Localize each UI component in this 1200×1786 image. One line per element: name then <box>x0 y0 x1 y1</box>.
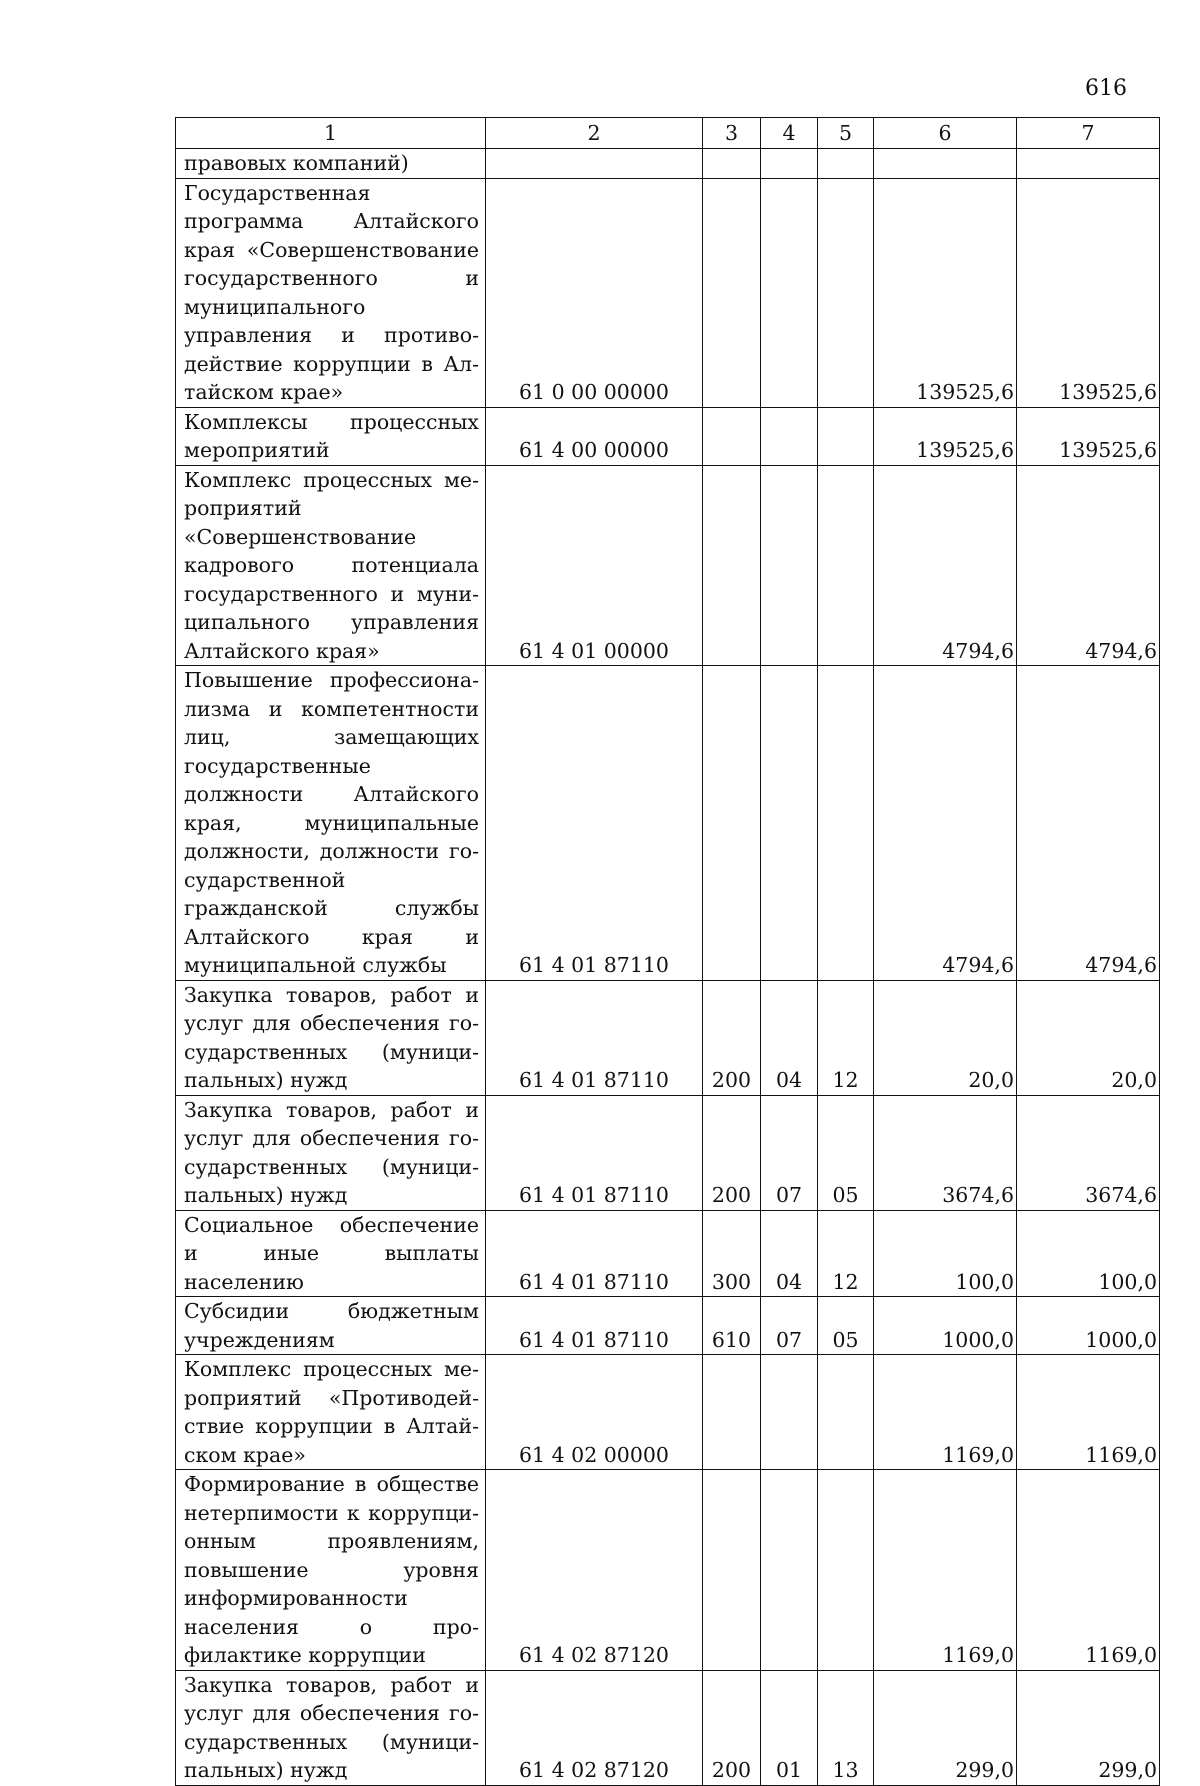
row-col4-cell: 04 <box>761 980 818 1095</box>
row-name-cell: Государственная программа Алтайского края «Совершенствование государственного и муниципального управления и противодействие коррупции в Алтайском крае» <box>176 178 486 407</box>
row-col4-cell: 07 <box>761 1297 818 1355</box>
row-name-cell: Субсидии бюджетным учреждениям <box>176 1297 486 1355</box>
row-col5-cell: 12 <box>818 980 874 1095</box>
header-cell: 1 <box>176 118 486 149</box>
row-name-cell: Повышение профессионализма и компетентности лиц, замещающих государственные должности Алтайского края, муниципальные должности, должности государственной гражданской службы Алтайского края и муниципальной службы <box>176 666 486 981</box>
row-col4-cell <box>761 666 818 981</box>
row-col4-cell <box>761 149 818 179</box>
row-col7-value: 139525,6 <box>1017 178 1160 407</box>
row-col5-cell <box>818 407 874 465</box>
row-name-cell: Формирование в обществе нетерпимости к коррупционным проявлениям, повышение уровня информированности населения о профилактике коррупции <box>176 1470 486 1671</box>
row-name-cell: Комплекс процессных мероприятий «Совершенствование кадрового потенциала государственного и муниципального управления Алтайского края» <box>176 465 486 666</box>
row-col6-value: 4794,6 <box>874 465 1017 666</box>
row-code-cell: 61 4 02 87120 <box>486 1670 703 1785</box>
row-col3-cell <box>703 178 761 407</box>
row-col3-cell <box>703 465 761 666</box>
row-col3-cell: 200 <box>703 1095 761 1210</box>
row-col5-cell <box>818 465 874 666</box>
row-code-cell: 61 4 01 87110 <box>486 1095 703 1210</box>
row-col6-value: 1000,0 <box>874 1297 1017 1355</box>
row-name-cell: правовых компаний) <box>176 149 486 179</box>
row-col6-value: 1169,0 <box>874 1470 1017 1671</box>
budget-table <box>175 117 1160 1786</box>
row-col4-cell <box>761 1355 818 1470</box>
row-name-cell: Комплексы процессных мероприятий <box>176 407 486 465</box>
header-cell: 2 <box>486 118 703 149</box>
row-col4-cell: 01 <box>761 1670 818 1785</box>
row-code-cell: 61 4 01 87110 <box>486 980 703 1095</box>
row-col6-value <box>874 149 1017 179</box>
row-code-cell: 61 4 01 87110 <box>486 666 703 981</box>
row-col5-cell <box>818 178 874 407</box>
row-name-cell: Закупка товаров, работ и услуг для обеспечения государственных (муниципальных) нужд <box>176 980 486 1095</box>
row-col7-value: 100,0 <box>1017 1210 1160 1297</box>
page-number: 616 <box>1085 76 1127 101</box>
table-row <box>176 1470 1160 1671</box>
row-col4-cell: 07 <box>761 1095 818 1210</box>
row-col6-value: 139525,6 <box>874 178 1017 407</box>
row-col6-value: 4794,6 <box>874 666 1017 981</box>
table-row <box>176 1355 1160 1470</box>
row-col5-cell <box>818 1470 874 1671</box>
table-header-row <box>176 118 1160 149</box>
row-col5-cell <box>818 1355 874 1470</box>
row-col7-value: 4794,6 <box>1017 666 1160 981</box>
row-col3-cell <box>703 1470 761 1671</box>
table-row <box>176 178 1160 407</box>
row-col3-cell <box>703 1355 761 1470</box>
row-name-cell: Комплекс процессных мероприятий «Противодействие коррупции в Алтайском крае» <box>176 1355 486 1470</box>
table-row <box>176 1210 1160 1297</box>
row-col4-cell <box>761 1470 818 1671</box>
table-row <box>176 1297 1160 1355</box>
header-cell: 4 <box>761 118 818 149</box>
row-col7-value: 20,0 <box>1017 980 1160 1095</box>
row-code-cell: 61 4 02 00000 <box>486 1355 703 1470</box>
header-cell: 5 <box>818 118 874 149</box>
header-cell: 3 <box>703 118 761 149</box>
row-col7-value: 1169,0 <box>1017 1355 1160 1470</box>
row-col4-cell <box>761 465 818 666</box>
row-col7-value <box>1017 149 1160 179</box>
row-code-cell: 61 4 00 00000 <box>486 407 703 465</box>
row-name-cell: Социальное обеспечение и иные выплаты населению <box>176 1210 486 1297</box>
row-col5-cell <box>818 666 874 981</box>
table-row <box>176 1670 1160 1785</box>
row-code-cell <box>486 149 703 179</box>
row-col5-cell: 13 <box>818 1670 874 1785</box>
row-col3-cell <box>703 149 761 179</box>
row-col3-cell <box>703 407 761 465</box>
row-col3-cell <box>703 666 761 981</box>
row-col7-value: 139525,6 <box>1017 407 1160 465</box>
row-col7-value: 3674,6 <box>1017 1095 1160 1210</box>
header-cell: 6 <box>874 118 1017 149</box>
row-col3-cell: 200 <box>703 980 761 1095</box>
row-col6-value: 100,0 <box>874 1210 1017 1297</box>
row-col6-value: 20,0 <box>874 980 1017 1095</box>
row-col7-value: 4794,6 <box>1017 465 1160 666</box>
row-code-cell: 61 4 02 87120 <box>486 1470 703 1671</box>
row-col5-cell <box>818 149 874 179</box>
row-col4-cell <box>761 407 818 465</box>
row-code-cell: 61 4 01 87110 <box>486 1297 703 1355</box>
row-col5-cell: 05 <box>818 1095 874 1210</box>
row-col6-value: 299,0 <box>874 1670 1017 1785</box>
row-col5-cell: 12 <box>818 1210 874 1297</box>
row-name-cell: Закупка товаров, работ и услуг для обеспечения государственных (муниципальных) нужд <box>176 1670 486 1785</box>
table-row <box>176 1095 1160 1210</box>
table-row <box>176 465 1160 666</box>
row-code-cell: 61 4 01 00000 <box>486 465 703 666</box>
row-code-cell: 61 4 01 87110 <box>486 1210 703 1297</box>
table-row <box>176 407 1160 465</box>
row-code-cell: 61 0 00 00000 <box>486 178 703 407</box>
row-col6-value: 139525,6 <box>874 407 1017 465</box>
row-col4-cell <box>761 178 818 407</box>
row-col3-cell: 300 <box>703 1210 761 1297</box>
row-col7-value: 299,0 <box>1017 1670 1160 1785</box>
row-col7-value: 1000,0 <box>1017 1297 1160 1355</box>
row-name-cell: Закупка товаров, работ и услуг для обеспечения государственных (муниципальных) нужд <box>176 1095 486 1210</box>
row-col3-cell: 200 <box>703 1670 761 1785</box>
row-col3-cell: 610 <box>703 1297 761 1355</box>
row-col6-value: 1169,0 <box>874 1355 1017 1470</box>
table-row <box>176 666 1160 981</box>
row-col5-cell: 05 <box>818 1297 874 1355</box>
table-row <box>176 149 1160 179</box>
header-cell: 7 <box>1017 118 1160 149</box>
row-col7-value: 1169,0 <box>1017 1470 1160 1671</box>
row-col6-value: 3674,6 <box>874 1095 1017 1210</box>
row-col4-cell: 04 <box>761 1210 818 1297</box>
table-row <box>176 980 1160 1095</box>
